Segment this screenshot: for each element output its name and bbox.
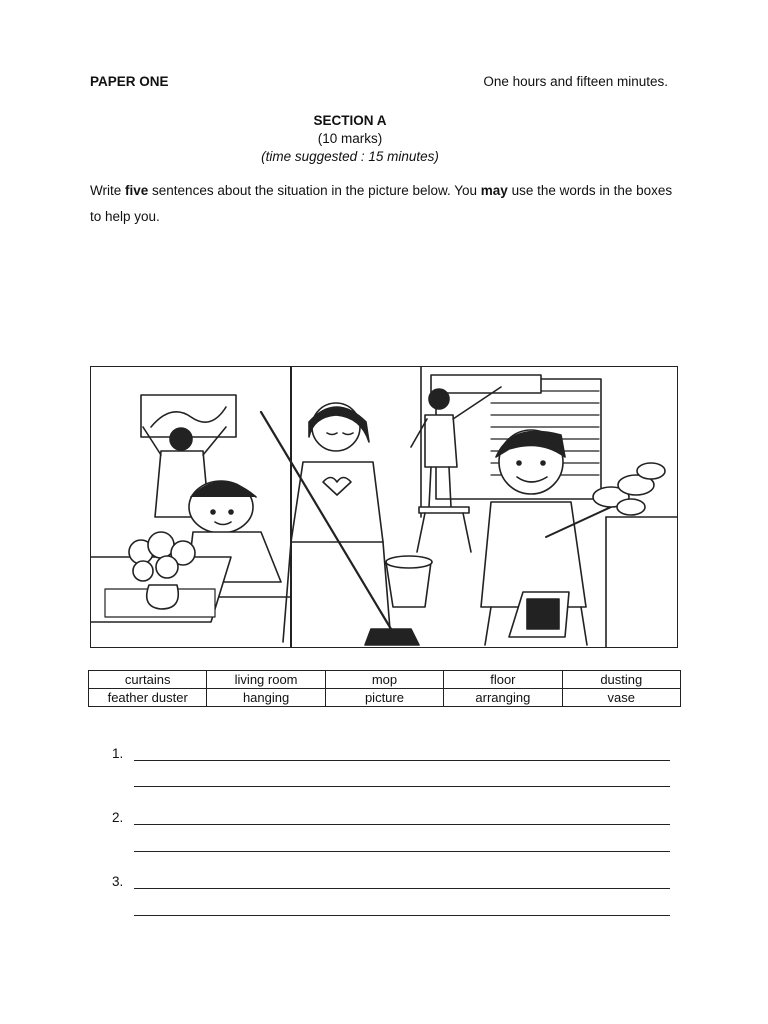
word-cell: mop bbox=[325, 671, 443, 689]
instruction-part: Write bbox=[90, 183, 126, 198]
instruction-part: use the words in the boxes to help you. bbox=[90, 183, 673, 224]
word-cell: curtains bbox=[89, 671, 207, 689]
section-marks: (10 marks) bbox=[317, 131, 383, 146]
answer-line[interactable] bbox=[134, 760, 670, 761]
answer-line[interactable] bbox=[134, 851, 670, 852]
word-cell: picture bbox=[325, 689, 443, 707]
section-title: SECTION A bbox=[313, 113, 387, 128]
instruction-text bbox=[90, 178, 680, 230]
instruction-emphasis-may: may bbox=[480, 183, 508, 198]
instruction-emphasis-five: five bbox=[125, 183, 149, 198]
word-box-row bbox=[89, 689, 681, 707]
paper-duration: One hours and fifteen minutes. bbox=[483, 74, 668, 89]
cleaning-scene-illustration bbox=[90, 366, 678, 648]
question-number: 2. bbox=[112, 810, 124, 825]
word-cell: vase bbox=[562, 689, 680, 707]
word-cell: feather duster bbox=[89, 689, 207, 707]
word-cell: arranging bbox=[444, 689, 562, 707]
word-cell: floor bbox=[444, 671, 562, 689]
answer-line[interactable] bbox=[134, 915, 670, 916]
paper-title: PAPER ONE bbox=[90, 74, 169, 89]
answer-line[interactable] bbox=[134, 888, 670, 889]
answer-line[interactable] bbox=[134, 824, 670, 825]
answer-line[interactable] bbox=[134, 786, 670, 787]
section-time-note: (time suggested : 15 minutes) bbox=[261, 149, 439, 164]
word-box-table bbox=[88, 670, 681, 707]
question-number: 1. bbox=[112, 746, 124, 761]
word-box-row bbox=[89, 671, 681, 689]
word-cell: living room bbox=[207, 671, 325, 689]
section-heading bbox=[0, 112, 700, 166]
question-number: 3. bbox=[112, 874, 124, 889]
word-cell: hanging bbox=[207, 689, 325, 707]
instruction-part: sentences about the situation in the picture below. You bbox=[148, 183, 481, 198]
word-cell: dusting bbox=[562, 671, 680, 689]
